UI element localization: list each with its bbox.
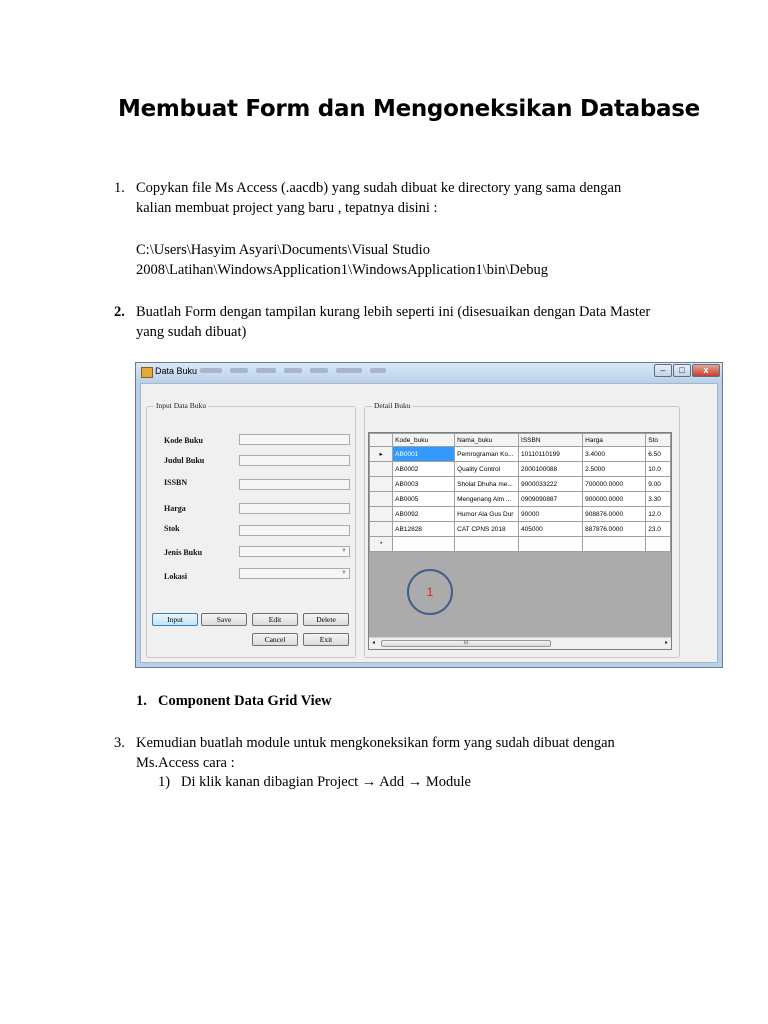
blurred-menu-item (310, 368, 328, 373)
harga-input[interactable] (239, 503, 350, 514)
window-title: Data Buku (155, 366, 198, 376)
new-row[interactable] (370, 537, 671, 552)
chevron-down-icon: ▼ (341, 570, 347, 576)
row-header[interactable] (370, 522, 393, 537)
label-judul-buku: Judul Buku (164, 456, 205, 465)
callout-number: 1 (426, 585, 434, 599)
grid-cell[interactable]: 90000 (519, 507, 583, 522)
label-lokasi: Lokasi (164, 572, 188, 581)
grid-table (369, 433, 671, 552)
grid-column-header[interactable]: ISSBN (519, 434, 583, 447)
grid-cell[interactable]: Pemrograman Ko... (455, 447, 519, 462)
app-icon (141, 367, 153, 378)
table-row[interactable] (370, 477, 671, 492)
grid-cell[interactable] (393, 537, 455, 552)
row-header[interactable] (370, 492, 393, 507)
window-titlebar (136, 363, 722, 381)
grid-cell[interactable]: 12.0 (646, 507, 671, 522)
stok-input[interactable] (239, 525, 350, 536)
kode-buku-input[interactable] (239, 434, 350, 445)
step3-text (136, 733, 615, 773)
table-row[interactable] (370, 507, 671, 522)
blurred-menu-item (230, 368, 248, 373)
step3-sub-number: 1) (158, 774, 171, 790)
edit-button[interactable]: Edit (252, 613, 298, 626)
table-row[interactable] (370, 492, 671, 507)
grid-cell[interactable]: 700000.0000 (583, 477, 646, 492)
judul-buku-input[interactable] (239, 455, 350, 466)
input-group-label: Input Data Buku (156, 401, 206, 410)
issbn-input[interactable] (239, 479, 350, 490)
scroll-right-icon[interactable]: ▸ (664, 640, 668, 646)
grid-cell[interactable]: AB12828 (393, 522, 455, 537)
grid-cell[interactable]: 3.4000 (583, 447, 646, 462)
grid-cell[interactable]: AB0092 (393, 507, 455, 522)
grid-column-header[interactable]: Nama_buku (455, 434, 519, 447)
data-grid-view[interactable] (368, 432, 672, 650)
table-row[interactable] (370, 462, 671, 477)
input-button[interactable]: Input (152, 613, 198, 626)
grid-cell[interactable]: 10110110199 (519, 447, 583, 462)
save-button[interactable]: Save (201, 613, 247, 626)
detail-group-label: Detail Buku (374, 401, 411, 410)
grid-cell[interactable]: Humor Ala Gus Dur (455, 507, 519, 522)
label-stok: Stok (164, 524, 180, 533)
scroll-left-icon[interactable]: ◂ (372, 640, 376, 646)
delete-button[interactable]: Delete (303, 613, 349, 626)
grid-cell[interactable]: AB0002 (393, 462, 455, 477)
jenis-buku-select[interactable] (239, 546, 350, 557)
step1-text (136, 178, 621, 218)
grid-cell[interactable]: 2000100088 (519, 462, 583, 477)
grid-cell[interactable]: AB0005 (393, 492, 455, 507)
lokasi-select[interactable] (239, 568, 350, 579)
horizontal-scrollbar[interactable] (369, 637, 671, 649)
step1-path-line2: 2008\Latihan\WindowsApplication1\WindowsApplication1\bin\Debug (136, 262, 549, 278)
step2-line2: yang sudah dibuat) (136, 324, 247, 340)
grid-cell[interactable]: 6.50 (646, 447, 671, 462)
exit-button[interactable]: Exit (303, 633, 349, 646)
step1-path (136, 240, 548, 280)
row-header[interactable] (370, 477, 393, 492)
grid-cell[interactable]: CAT CPNS 2018 (455, 522, 519, 537)
table-row[interactable] (370, 522, 671, 537)
blurred-menu-item (200, 368, 222, 373)
table-row[interactable] (370, 447, 671, 462)
grid-column-header[interactable]: Kode_buku (393, 434, 455, 447)
label-jenis-buku: Jenis Buku (164, 548, 203, 557)
step1-number: 1. (114, 180, 125, 196)
step2-text (136, 302, 650, 342)
grid-cell[interactable]: 900000.0000 (583, 492, 646, 507)
label-kode-buku: Kode Buku (164, 436, 203, 445)
grid-cell[interactable]: 23.0 (646, 522, 671, 537)
grid-cell[interactable]: 9.00 (646, 477, 671, 492)
close-icon[interactable]: x (692, 364, 720, 377)
row-header[interactable] (370, 507, 393, 522)
step3-line2: Ms.Access cara : (136, 755, 235, 771)
blurred-menu-item (256, 368, 276, 373)
grid-cell[interactable]: 10.0 (646, 462, 671, 477)
label-harga: Harga (164, 504, 186, 513)
grid-header-row (370, 434, 671, 447)
grid-cell[interactable] (455, 537, 519, 552)
grid-corner-header (370, 434, 393, 447)
step3-sub-text: Di klik kanan dibagian Project → Add → Module (181, 774, 471, 790)
callout-circle (407, 569, 453, 615)
caption-text: Component Data Grid View (158, 693, 332, 709)
grid-cell[interactable]: 887876.0000 (583, 522, 646, 537)
new-row-icon: * (370, 537, 393, 552)
grid-column-header[interactable]: Harga (583, 434, 646, 447)
grid-cell[interactable] (583, 537, 646, 552)
blurred-menu-item (370, 368, 386, 373)
minimize-icon[interactable]: – (654, 364, 672, 377)
step1-path-line1: C:\Users\Hasyim Asyari\Documents\Visual Studio (136, 242, 430, 258)
caption-number: 1. (136, 693, 147, 709)
cancel-button[interactable]: Cancel (252, 633, 298, 646)
step2-number: 2. (114, 304, 125, 320)
blurred-menu-item (336, 368, 362, 373)
grid-cell[interactable]: Sholat Dhuha me... (455, 477, 519, 492)
grid-cell[interactable]: Quality Control (455, 462, 519, 477)
label-issbn: ISSBN (164, 478, 188, 487)
grid-cell[interactable]: 908876.0000 (583, 507, 646, 522)
step2-line1: Buatlah Form dengan tampilan kurang lebih seperti ini (disesuaikan dengan Data Master (136, 304, 651, 320)
row-header[interactable] (370, 462, 393, 477)
current-row-indicator-icon: ▸ (370, 447, 393, 462)
grid-cell[interactable] (646, 537, 671, 552)
grid-cell[interactable]: AB0001 (393, 447, 455, 462)
grid-cell[interactable]: 9000033222 (519, 477, 583, 492)
scrollbar-thumb[interactable]: III (381, 640, 551, 647)
step3-line1: Kemudian buatlah module untuk mengkoneksikan form yang sudah dibuat dengan (136, 735, 615, 751)
chevron-down-icon: ▼ (341, 548, 347, 554)
grid-cell[interactable]: 0909090887 (519, 492, 583, 507)
grid-cell[interactable]: Mengenang Alm ... (455, 492, 519, 507)
grid-column-header[interactable]: Sto (646, 434, 671, 447)
grid-cell[interactable]: 3.30 (646, 492, 671, 507)
blurred-menu-item (284, 368, 302, 373)
step3-number: 3. (114, 735, 125, 751)
maximize-icon[interactable]: □ (673, 364, 691, 377)
document-title: Membuat Form dan Mengoneksikan Database (118, 96, 700, 122)
grid-cell[interactable] (519, 537, 583, 552)
step1-line2: kalian membuat project yang baru , tepatnya disini : (136, 200, 438, 216)
grid-cell[interactable]: AB0003 (393, 477, 455, 492)
grid-cell[interactable]: 405000 (519, 522, 583, 537)
grid-cell[interactable]: 2.5000 (583, 462, 646, 477)
step1-line1: Copykan file Ms Access (.aacdb) yang sudah dibuat ke directory yang sama dengan (136, 180, 622, 196)
